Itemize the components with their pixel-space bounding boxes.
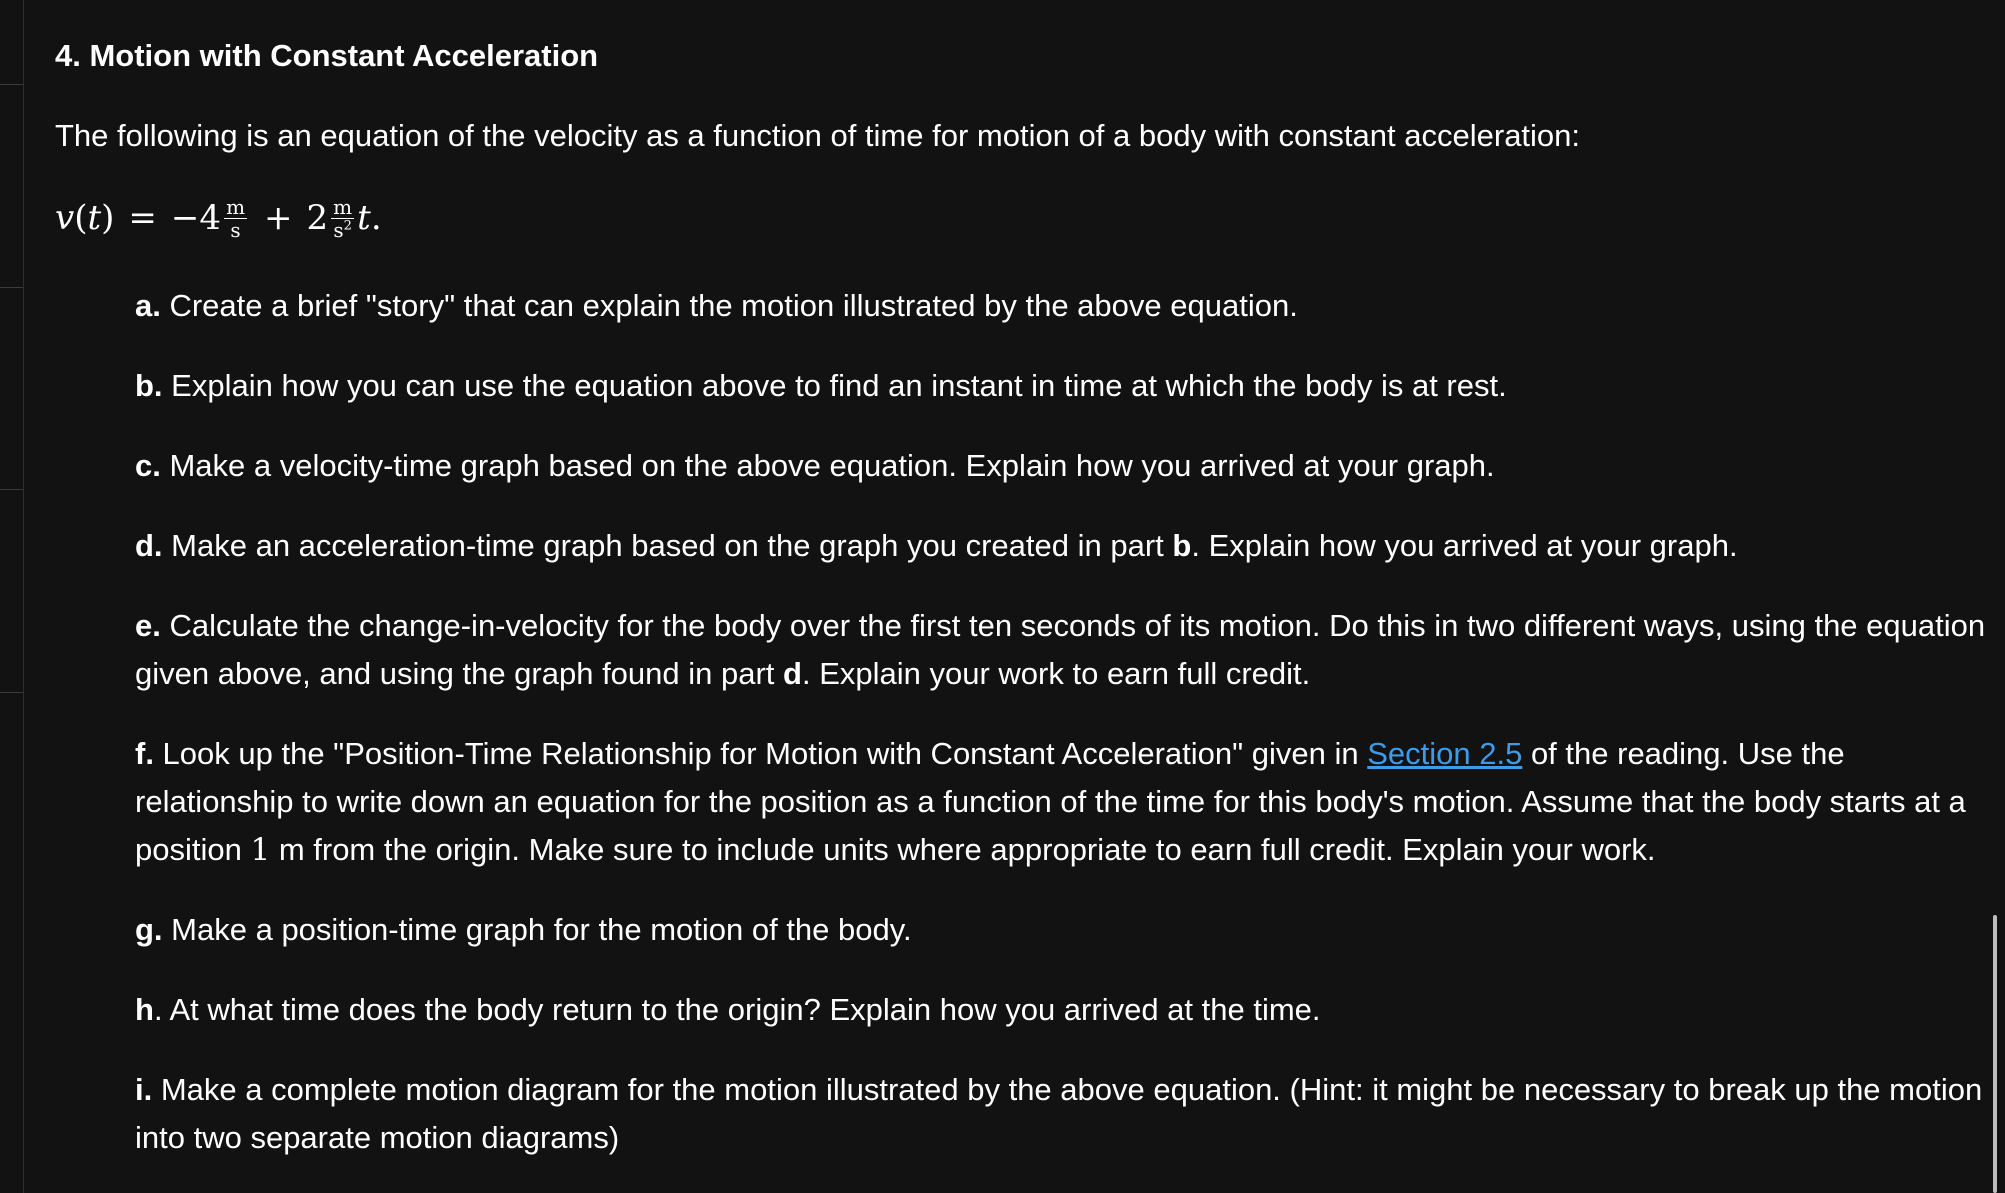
eq-minus: − xyxy=(170,198,200,238)
section-2-5-link[interactable]: Section 2.5 xyxy=(1367,736,1523,771)
eq-coef1: 4 xyxy=(199,198,222,238)
eq-unit1-den: s xyxy=(230,217,241,242)
left-rail xyxy=(0,0,24,1193)
part-text: Make a complete motion diagram for the motion illustrated by the above equation. (Hint: it might be necessary to break up the motion into two separate motion diagrams) xyxy=(135,1072,1983,1155)
part-i xyxy=(135,1066,2005,1162)
part-e xyxy=(135,602,2005,698)
part-text: . Explain your work to earn full credit. xyxy=(801,656,1311,691)
part-a xyxy=(135,282,2005,330)
eq-lhs-fn: v xyxy=(55,198,75,238)
part-reference: d xyxy=(783,656,802,691)
part-b xyxy=(135,362,2005,410)
part-text: Explain how you can use the equation above to find an instant in time at which the body is at rest. xyxy=(162,368,1507,403)
part-letter: h xyxy=(135,992,154,1027)
velocity-equation xyxy=(55,190,382,246)
part-text: Make a position-time graph for the motion of the body. xyxy=(162,912,912,947)
part-text: Look up the "Position-Time Relationship for Motion with Constant Acceleration" given in xyxy=(153,736,1368,771)
part-letter: e. xyxy=(135,608,161,643)
eq-unit2-num: m xyxy=(333,194,353,219)
part-text: Create a brief "story" that can explain the motion illustrated by the above equation. xyxy=(160,288,1298,323)
part-letter: i. xyxy=(135,1072,153,1107)
part-text: Calculate the change-in-velocity for the body over the first ten seconds of its motion. Do this in two different ways, using the equation given above, and using the graph found in part xyxy=(135,608,1986,691)
eq-plus: + xyxy=(264,198,293,238)
rail-divider xyxy=(0,287,23,288)
eq-coef2: 2 xyxy=(306,198,329,238)
eq-var: t xyxy=(357,198,371,238)
part-text: . Explain how you arrived at your graph. xyxy=(1191,528,1738,563)
question-parts xyxy=(135,282,2005,1193)
part-letter: c. xyxy=(135,448,161,483)
part-f xyxy=(135,730,2005,874)
eq-unit2-den: s xyxy=(333,217,344,242)
part-reference: b xyxy=(1172,528,1192,563)
eq-paren-close: ) xyxy=(101,198,115,238)
eq-paren-open: ( xyxy=(74,198,88,238)
eq-unit2 xyxy=(331,194,354,242)
rail-divider xyxy=(0,692,23,693)
part-c xyxy=(135,442,2005,490)
eq-unit2-exp: 2 xyxy=(343,217,352,233)
eq-unit2-den-wrap xyxy=(333,219,352,240)
part-g xyxy=(135,906,2005,954)
part-text: . At what time does the body return to the origin? Explain how you arrived at the time. xyxy=(153,992,1321,1027)
part-letter: d. xyxy=(135,528,163,563)
part-letter: a. xyxy=(135,288,161,323)
part-text: Make an acceleration-time graph based on the graph you created in part xyxy=(162,528,1173,563)
eq-unit1-num: m xyxy=(226,194,246,219)
eq-unit1 xyxy=(224,194,247,242)
part-d xyxy=(135,522,2005,570)
part-text: Make a velocity-time graph based on the above equation. Explain how you arrived at your graph. xyxy=(160,448,1495,483)
rail-divider xyxy=(0,489,23,490)
eq-equals: = xyxy=(128,198,157,238)
part-text: m from the origin. Make sure to include units where appropriate to earn full credit. Explain your work. xyxy=(270,832,1656,867)
rail-divider xyxy=(0,84,23,85)
eq-end: . xyxy=(370,198,382,238)
part-letter: g. xyxy=(135,912,163,947)
part-text: of the reading. Use the relationship to write down an equation for the position as a function of the time for this body's motion. Assume that the body starts at a position xyxy=(135,736,1966,867)
part-letter: b. xyxy=(135,368,163,403)
part-letter: f. xyxy=(135,736,154,771)
intro-text: The following is an equation of the velocity as a function of time for motion of a body with constant acceleration: xyxy=(55,118,1581,153)
position-value: 1 xyxy=(250,832,271,868)
eq-lhs-var: t xyxy=(87,198,102,238)
part-h xyxy=(135,986,2005,1034)
page-title: 4. Motion with Constant Acceleration xyxy=(55,38,599,73)
scrollbar-thumb[interactable] xyxy=(1993,915,1997,1193)
